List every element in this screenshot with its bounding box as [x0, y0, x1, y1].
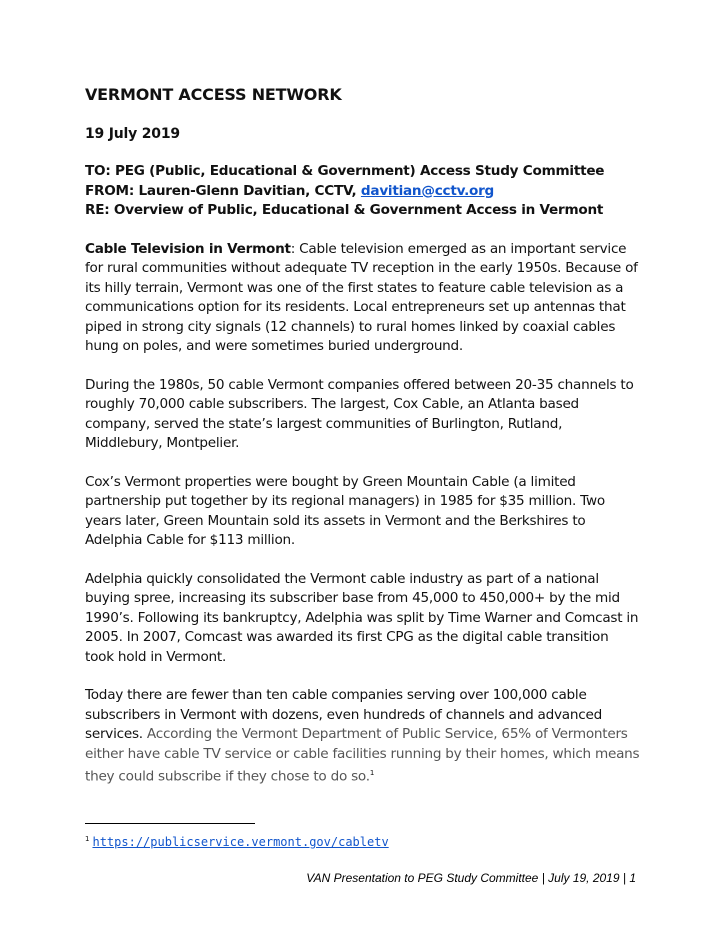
memo-date: 19 July 2019 — [85, 126, 180, 142]
to-line: TO: PEG (Public, Educational & Government) Access Study Committee — [85, 163, 605, 179]
paragraph-cox: Cox’s Vermont properties were bought by Green Mountain Cable (a limited partnership put together by its regional managers) in 1985 for $35 million. Two years later, Green Mountain sold its assets in Vermont and the Berkshires to Adelphia Cable for $113 million. — [85, 473, 605, 548]
from-line — [85, 182, 640, 202]
email-link[interactable]: davitian@cctv.org — [360, 182, 495, 199]
paragraph-1980s: During the 1980s, 50 cable Vermont companies offered between 20-35 channels to roughly 70,000 cable subscribers. The largest, Cox Cable, an Atlanta based company, served the state’s largest communities of Burlington, Rutland, Middlebury, Montpelier. — [85, 376, 634, 451]
footnote-link[interactable]: https://publicservice.vermont.gov/cabletv — [92, 835, 389, 849]
paragraph-text: Today there are fewer than ten cable companies serving over 100,000 cable subscribers in Vermont with dozens, even hundreds of channels and advanced services. — [85, 687, 602, 742]
paragraph-adelphia: Adelphia quickly consolidated the Vermont cable industry as part of a national buying spree, increasing its subscriber base from 45,000 to 450,000+ by the mid 1990’s. Following its bankruptcy, Adelphia was split by Time Warner and Comcast in 2005. In 2007, Comcast was awarded its first CPG as the digital cable transition took hold in Vermont. — [85, 570, 639, 665]
paragraph-muted-text: According the Vermont Department of Public Service, 65% of Vermonters either have cable TV service or cable facilities running by their homes, which means they could subscribe if they chose to do so. — [85, 726, 640, 785]
paragraph-today — [85, 686, 640, 787]
from-prefix: FROM: Lauren-Glenn Davitian, CCTV, — [85, 182, 361, 199]
paragraph-lead: Cable Television in Vermont — [85, 240, 291, 257]
document-body — [85, 84, 640, 787]
document-title: VERMONT ACCESS NETWORK — [85, 85, 342, 104]
footnote-number: 1 — [85, 835, 90, 843]
footnote-divider — [85, 823, 255, 824]
footnote — [85, 830, 389, 851]
paragraph-text: : Cable television emerged as an important service for rural communities without adequate TV reception in the early 1950s. Because of its hilly terrain, Vermont was one of the first states to feature cable television as a communications option for its residents. Local entrepreneurs set up antennas that piped in strong city signals (12 channels) to rural homes linked by coaxial cables hung on poles, and were sometimes buried underground. — [85, 240, 638, 354]
memo-header — [85, 162, 640, 221]
footnote-reference[interactable]: 1 — [369, 769, 375, 777]
page-footer: VAN Presentation to PEG Study Committee | July 19, 2019 | 1 — [306, 871, 636, 885]
paragraph-cable-tv — [85, 240, 640, 357]
re-line: RE: Overview of Public, Educational & Government Access in Vermont — [85, 202, 604, 218]
